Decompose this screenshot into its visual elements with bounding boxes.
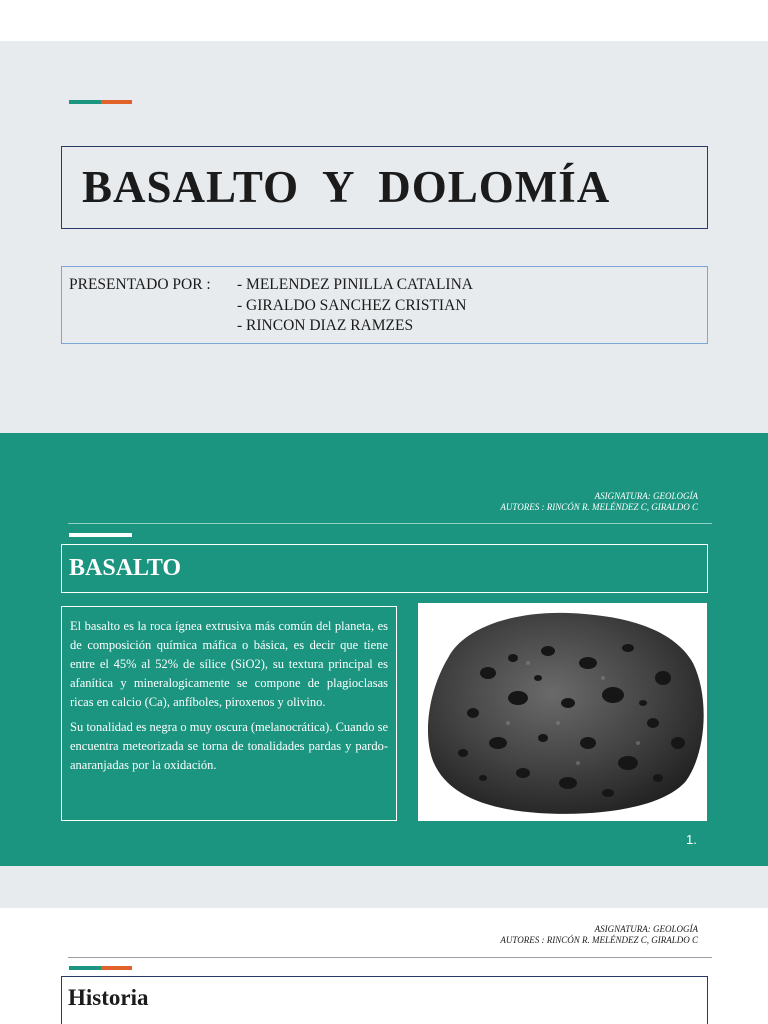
section-title-box [61,544,708,593]
title-box [61,146,708,229]
presented-by-label: PRESENTADO POR : [69,276,211,293]
course-subject: ASIGNATURA: GEOLOGÍA [594,924,698,934]
description-box [61,606,397,821]
slide-gap [0,866,768,908]
presenters-box [61,266,708,344]
course-authors: AUTORES : RINCÓN R. MELÉNDEZ C, GIRALDO C [500,502,698,512]
presenter-name: - MELENDEZ PINILLA CATALINA [237,276,473,293]
historia-slide [0,908,768,1024]
description-paragraph: Su tonalidad es negra o muy oscura (melanocrática). Cuando se encuentra meteorizada se torna de tonalidades pardas y pardo-anaranjadas por la oxidación. [70,720,388,772]
course-info [500,491,698,513]
accent-bar-orange [101,966,132,970]
page-number: 1. [686,832,697,847]
title-slide [0,41,768,433]
slide-title: BASALTO Y DOLOMÍA [82,162,611,212]
basalto-slide [0,433,768,866]
accent-bar-teal [69,100,101,104]
accent-bar-white [69,533,132,537]
header-rule [68,523,712,524]
section-title: Historia [68,985,149,1010]
section-title-box [61,976,708,1024]
section-title: BASALTO [69,555,182,581]
accent-bar-teal [69,966,101,970]
header-rule [68,957,712,958]
presenter-name: - GIRALDO SANCHEZ CRISTIAN [237,297,467,314]
presenter-name: - RINCON DIAZ RAMZES [237,317,414,334]
course-subject: ASIGNATURA: GEOLOGÍA [594,491,698,501]
description-paragraph: El basalto es la roca ígnea extrusiva más común del planeta, es de composición química máfica o básica, es decir que tiene entre el 45% al 52% de sílice (SiO2), su textura principal es afanítica y mineralogicamente se compone de plagioclasas ricas en calcio (Ca), anfíboles, piroxenos y olivino. [70,619,388,709]
course-authors: AUTORES : RINCÓN R. MELÉNDEZ C, GIRALDO C [500,935,698,945]
accent-bar-orange [101,100,132,104]
course-info [500,924,698,946]
basalt-rock-image [418,603,707,821]
